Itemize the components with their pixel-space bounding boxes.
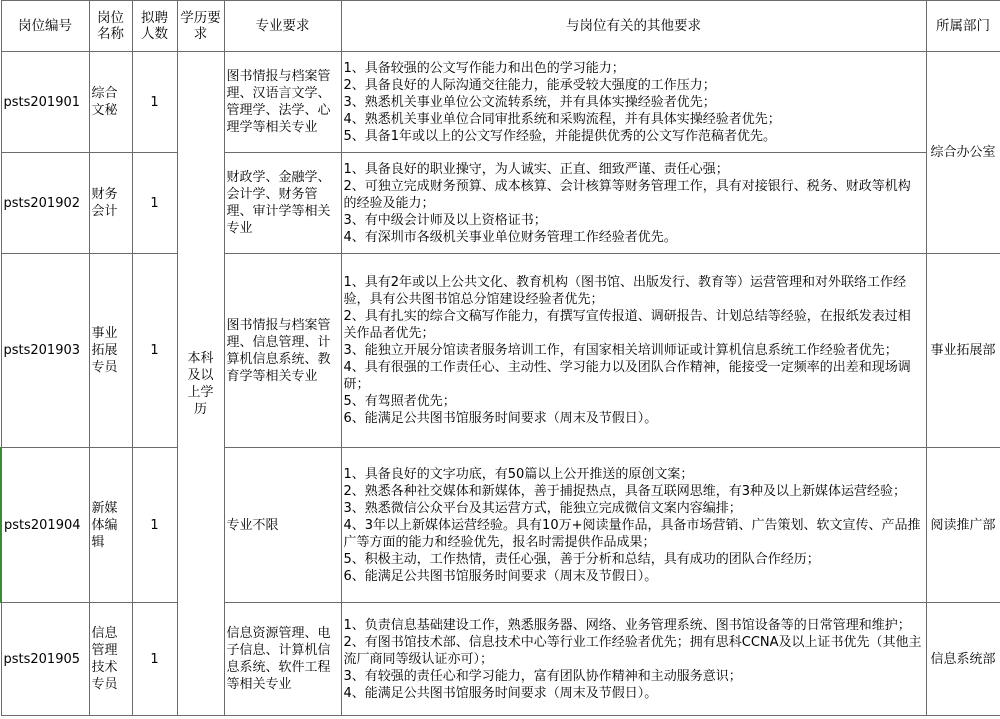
job-count: 1 [132, 254, 177, 448]
requirement-line: 2、具备良好的人际沟通交往能力，能承受较大强度的工作压力； [343, 77, 716, 93]
requirement-line: 2、有图书馆技术部、信息技术中心等行业工作经验者优先；拥有思科CCNA及以上证书优先（其他主流厂商同等级认证亦可）； [343, 634, 922, 667]
requirement-line: 1、具备较强的公文写作能力和出色的学习能力； [343, 60, 625, 76]
requirement-line: 3、熟悉微信公众平台及其运营方式，能独立完成微信文案内容编排； [343, 500, 742, 516]
job-name: 事业拓展专员 [89, 254, 132, 448]
requirement-line: 4、熟悉机关事业单位合同审批系统和采购流程，并有具体实操经验者优先； [343, 111, 781, 127]
education-requirement [177, 52, 224, 716]
header-education: 学历要求 [177, 1, 224, 52]
table-row [1, 254, 1000, 448]
major-requirement: 财政学、金融学、会计学、财务管理、审计学等相关专业 [224, 153, 341, 254]
header-code: 岗位编号 [1, 1, 89, 52]
department: 信息系统部 [926, 603, 1000, 716]
requirement-line: 2、可独立完成财务预算、成本核算、会计核算等财务管理工作，具有对接银行、税务、财政等机构的经验及能力； [343, 178, 911, 211]
requirement-line: 5、积极主动，工作热情，责任心强，善于分析和总结，具有成功的团队合作经历； [343, 551, 820, 567]
requirement-line: 2、熟悉各种社交媒体和新媒体，善于捕捉热点，具备互联网思维，有3种及以上新媒体运营经验； [343, 483, 907, 499]
header-other: 与岗位有关的其他要求 [341, 1, 926, 52]
job-name: 信息管理技术专员 [89, 603, 132, 716]
requirement-line: 1、具备良好的文字功底，有50篇以上公开推送的原创文案； [343, 466, 694, 482]
requirement-line: 5、具备1年或以上的公文写作经验，并能提供优秀的公文写作范稿者优先。 [343, 128, 777, 144]
major-requirement: 图书情报与档案管理、汉语言文学、管理学、法学、心理学等相关专业 [224, 52, 341, 153]
table-row [1, 603, 1000, 716]
requirement-line: 1、负责信息基础建设工作，熟悉服务器、网络、业务管理系统、图书馆设备等的日常管理和维护； [343, 617, 911, 633]
other-requirements [341, 254, 926, 448]
requirement-line: 4、有深圳市各级机关事业单位财务管理工作经验者优先。 [343, 229, 677, 245]
major-requirement: 专业不限 [224, 448, 341, 603]
education-text: 本科及以上学历 [187, 350, 214, 417]
table-row [1, 153, 1000, 254]
header-row [1, 1, 1000, 52]
job-name: 综合文秘 [89, 52, 132, 153]
requirement-line: 3、有中级会计师及以上资格证书； [343, 212, 547, 228]
other-requirements [341, 603, 926, 716]
requirement-line: 6、能满足公共图书馆服务时间要求（周末及节假日）。 [343, 411, 658, 426]
other-requirements [341, 448, 926, 603]
job-code: psts201903 [1, 254, 89, 448]
department: 阅读推广部 [926, 448, 1000, 603]
requirement-line: 4、具有很强的工作责任心、主动性、学习能力以及团队合作精神，能接受一定频率的出差和现场调研； [343, 360, 911, 392]
header-count: 拟聘人数 [132, 1, 177, 52]
header-major: 专业要求 [224, 1, 341, 52]
job-code: psts201901 [1, 52, 89, 153]
requirement-line: 4、3年以上新媒体运营经验。具有10万+阅读量作品，具备市场营销、广告策划、软文宣传、产品推广等方面的能力和经验优先，报名时需提供作品成果； [343, 517, 921, 550]
header-dept: 所属部门 [926, 1, 1000, 52]
table-row [1, 52, 1000, 153]
requirement-line: 2、具有扎实的综合文稿写作能力，有撰写宣传报道、调研报告、计划总结等经验，在报纸发表过相关作品者优先； [343, 309, 911, 341]
requirement-line: 1、具有2年或以上公共文化、教育机构（图书馆、出版发行、教育等）运营管理和对外联络工作经验，具有公共图书馆总分馆建设经验者优先； [343, 275, 907, 307]
requirement-line: 3、熟悉机关事业单位公文流转系统，并有具体实操经验者优先； [343, 94, 716, 110]
job-code: psts201905 [1, 603, 89, 716]
requirement-line: 6、能满足公共图书馆服务时间要求（周末及节假日）。 [343, 568, 658, 584]
requirement-line: 1、具备良好的职业操守，为人诚实、正直、细致严谨、责任心强； [343, 161, 729, 177]
job-count: 1 [132, 448, 177, 603]
requirement-line: 3、能独立开展分馆读者服务培训工作，有国家相关培训师证或计算机信息系统工作经验者优先； [343, 343, 898, 358]
other-requirements [341, 52, 926, 153]
major-requirement: 信息资源管理、电子信息、计算机信息系统、软件工程等相关专业 [224, 603, 341, 716]
job-name: 财务会计 [89, 153, 132, 254]
major-requirement: 图书情报与档案管理、信息管理、计算机信息系统、教育学等相关专业 [224, 254, 341, 448]
department: 综合办公室 [926, 52, 1000, 254]
job-count: 1 [132, 153, 177, 254]
job-count: 1 [132, 603, 177, 716]
job-count: 1 [132, 52, 177, 153]
job-name: 新媒体编辑 [89, 448, 132, 603]
requirement-line: 4、能满足公共图书馆服务时间要求（周末及节假日）。 [343, 685, 658, 701]
job-code: psts201902 [1, 153, 89, 254]
job-code: psts201904 [1, 448, 89, 603]
requirement-line: 5、有驾照者优先； [343, 394, 456, 409]
other-requirements [341, 153, 926, 254]
table-row [1, 448, 1000, 603]
requirement-line: 3、有较强的责任心和学习能力，富有团队协作精神和主动服务意识； [343, 668, 742, 684]
department: 事业拓展部 [926, 254, 1000, 448]
header-name: 岗位名称 [89, 1, 132, 52]
